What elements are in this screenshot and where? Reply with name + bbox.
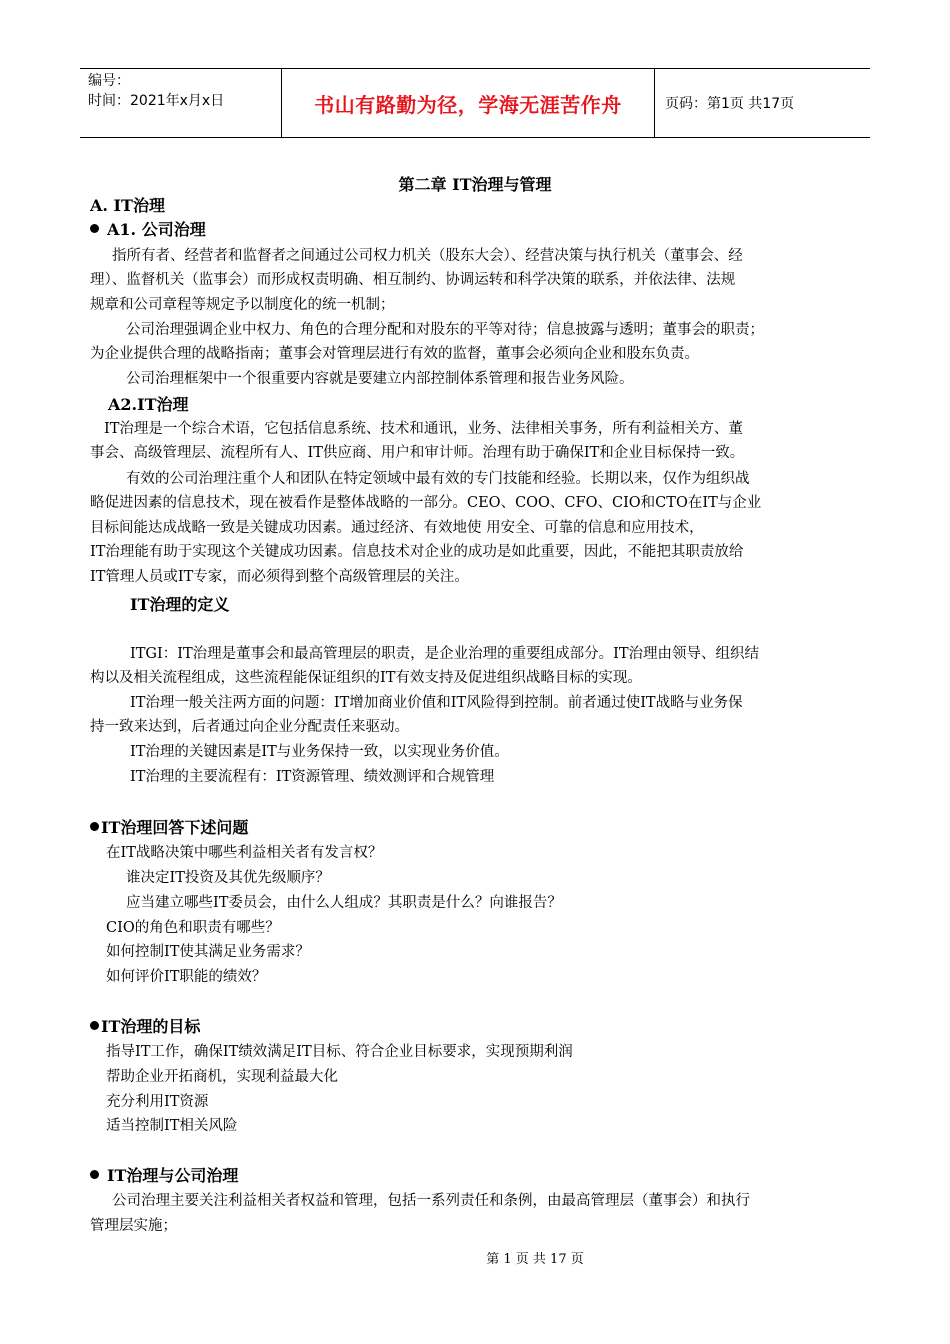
question-item: 如何评价IT职能的绩效？ xyxy=(106,969,267,985)
rel-p1-line1: 公司治理主要关注利益相关者权益和管理，包括一系列责任和条例，由最高管理层（董事会）和执行 xyxy=(112,1193,750,1209)
a1-p3: 公司治理框架中一个很重要内容就是要建立内部控制体系管理和报告业务风险。 xyxy=(126,371,634,387)
a2-p2-line2: 略促进因素的信息技术，现在被看作是整体战略的一部分。CEO、COO、CFO、CIO和CTO在IT与企业 xyxy=(90,495,762,511)
header-page-cell xyxy=(655,69,870,137)
def-p1-line2: 构以及相关流程组成，这些流程能保证组织的IT有效支持及促进组织战略目标的实现。 xyxy=(90,670,642,686)
a2-p2-line1: 有效的公司治理注重个人和团队在特定领域中最有效的专门技能和经验。长期以来，仅作为组织战 xyxy=(126,471,750,487)
definition-title: IT治理的定义 xyxy=(130,595,230,614)
bullet-icon xyxy=(90,1021,99,1030)
goal-item: 指导IT工作，确保IT绩效满足IT目标、符合企业目标要求，实现预期利润 xyxy=(106,1044,573,1060)
header-meta-cell xyxy=(80,69,282,137)
a1-p1-line3: 规章和公司章程等规定予以制度化的统一机制； xyxy=(90,297,395,313)
header-motto-cell xyxy=(282,69,655,137)
goal-item: 帮助企业开拓商机，实现利益最大化 xyxy=(106,1069,338,1085)
page-footer: 第 1 页 共 17 页 xyxy=(486,1252,584,1267)
questions-title: IT治理回答下述问题 xyxy=(90,818,248,838)
section-a-title: A. IT治理 xyxy=(90,196,165,215)
question-item: 应当建立哪些IT委员会，由什么人组成？其职责是什么？向谁报告？ xyxy=(126,895,562,911)
goal-item: 适当控制IT相关风险 xyxy=(106,1118,238,1134)
section-a1-title: A1. 公司治理 xyxy=(90,220,206,240)
question-item: 如何控制IT使其满足业务需求？ xyxy=(106,944,310,960)
question-item: CIO的角色和职责有哪些？ xyxy=(106,920,280,936)
section-a2-title: A2.IT治理 xyxy=(108,395,189,414)
a1-p2-line2: 为企业提供合理的战略指南；董事会对管理层进行有效的监督，董事会必须向企业和股东负责。 xyxy=(90,346,699,362)
number-label: 编号： xyxy=(88,73,130,89)
question-item: 谁决定IT投资及其优先级顺序？ xyxy=(126,870,330,886)
rel-p1-line2: 管理层实施； xyxy=(90,1218,177,1234)
goals-title: IT治理的目标 xyxy=(90,1017,200,1037)
bullet-icon xyxy=(90,1170,99,1179)
a2-p1-line2: 事会、高级管理层、流程所有人、IT供应商、用户和审计师。治理有助于确保IT和企业目标保持一致。 xyxy=(90,445,745,461)
goal-item: 充分利用IT资源 xyxy=(106,1094,209,1110)
a1-p1-line2: 理）、监督机关（监事会）而形成权责明确、相互制约、协调运转和科学决策的联系，并依法律、法规 xyxy=(90,272,736,288)
a2-p2-line4: IT治理能有助于实现这个关键成功因素。信息技术对企业的成功是如此重要，因此，不能把其职责放给 xyxy=(90,544,744,560)
def-p1-line1: ITGI：IT治理是董事会和最高管理层的职责，是企业治理的重要组成部分。IT治理由领导、组织结 xyxy=(130,646,760,662)
motto-text: 书山有路勤为径，学海无涯苦作舟 xyxy=(314,92,622,117)
a1-p2-line1: 公司治理强调企业中权力、角色的合理分配和对股东的平等对待；信息披露与透明；董事会的职责； xyxy=(126,322,764,338)
page-header xyxy=(80,68,870,138)
a2-p2-line3: 目标间能达成战略一致是关键成功因素。通过经济、有效地使 用安全、可靠的信息和应用技术， xyxy=(90,520,704,536)
bullet-icon xyxy=(90,822,99,831)
def-p2-line2: 持一致来达到，后者通过向企业分配责任来驱动。 xyxy=(90,719,409,735)
a2-p1-line1: IT治理是一个综合术语，它包括信息系统、技术和通讯，业务、法律相关事务，所有利益相关方、董 xyxy=(104,421,743,437)
page-info: 页码：第1页 共17页 xyxy=(665,96,795,112)
def-p2-line1: IT治理一般关注两方面的问题：IT增加商业价值和IT风险得到控制。前者通过使IT战略与业务保 xyxy=(130,695,743,711)
relation-title: IT治理与公司治理 xyxy=(90,1166,238,1186)
a2-p2-line5: IT管理人员或IT专家，而必须得到整个高级管理层的关注。 xyxy=(90,569,469,585)
def-p4: IT治理的主要流程有：IT资源管理、绩效测评和合规管理 xyxy=(130,769,495,785)
bullet-icon xyxy=(90,224,99,233)
a1-p1-line1: 指所有者、经营者和监督者之间通过公司权力机关（股东大会）、经营决策与执行机关（董事会、经 xyxy=(112,248,743,264)
chapter-title: 第二章 IT治理与管理 xyxy=(398,175,552,194)
date-label: 时间：2021年x月x日 xyxy=(88,93,225,109)
question-item: 在IT战略决策中哪些利益相关者有发言权？ xyxy=(106,845,383,861)
def-p3: IT治理的关键因素是IT与业务保持一致，以实现业务价值。 xyxy=(130,744,509,760)
